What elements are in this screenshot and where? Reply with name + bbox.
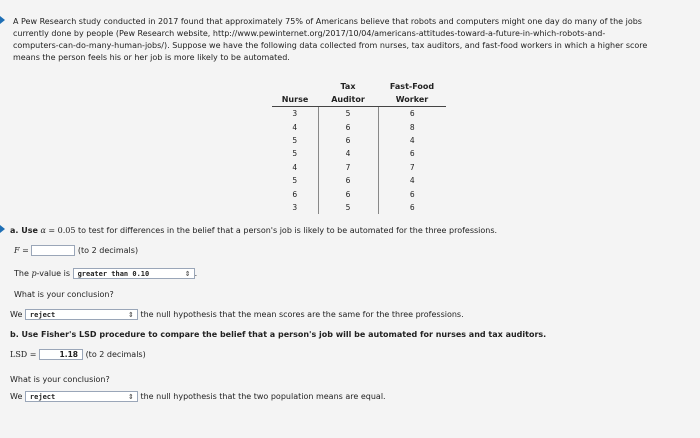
part-b-conclusion-row: We reject ⇕ the null hypothesis that the two population means are equal. [10, 392, 386, 401]
intro-line: currently done by people (Pew Research website, http://www.pewinternet.org/2017/10/04/americans-attitudes-toward-a-future-in-which-robots-and- [13, 29, 606, 38]
intro-line: computers-can-do-many-human-jobs/). Suppose we have the following data collected from nurses, tax auditors, and fast-food workers in which a higher score [13, 41, 648, 50]
nurse-cell: 4 [272, 161, 318, 174]
f-statistic-row: F = (to 2 decimals) [14, 246, 139, 255]
fast-food-cell: 6 [409, 109, 415, 119]
part-a-conclusion-row: We reject ⇕ the null hypothesis that the mean scores are the same for the three professions. [10, 310, 464, 319]
part-a-prompt: a. Use α = 0.05 to test for differences in the belief that a person's job is likely to be automated for the three professions. [10, 226, 498, 235]
tax-auditor-cell: 5 [318, 201, 378, 214]
fast-food-cell: 6 [409, 149, 415, 159]
tax-auditor-cell: 6 [318, 120, 378, 133]
bullet-icon [0, 225, 5, 233]
part-b-prompt: b. Use Fisher's LSD procedure to compare the belief that a person's job will be automated for nurses and tax auditors. [10, 330, 547, 339]
select-arrows-icon: ⇕ [128, 392, 134, 401]
table-row [272, 201, 446, 214]
table-row [272, 147, 446, 160]
tax-auditor-cell: 6 [318, 187, 378, 200]
f-label: F [14, 246, 20, 255]
nurse-cell: 4 [272, 120, 318, 133]
header-nurse: Nurse [272, 80, 318, 107]
nurse-cell: 3 [272, 107, 318, 121]
fast-food-cell: 4 [409, 135, 415, 145]
header-fast-food-worker: Fast-Food Worker [378, 80, 446, 107]
fast-food-cell: 4 [409, 176, 415, 186]
select-arrows-icon: ⇕ [128, 310, 134, 319]
tax-auditor-cell: 6 [318, 134, 378, 147]
data-table [272, 80, 446, 214]
table-row [272, 134, 446, 147]
problem-statement [13, 16, 693, 64]
part-a-question: What is your conclusion? [14, 290, 114, 299]
intro-line: A Pew Research study conducted in 2017 found that approximately 75% of Americans believe that robots and computers might one day do many of the jobs [13, 17, 642, 26]
table-body [272, 107, 446, 215]
nurse-cell: 6 [272, 187, 318, 200]
table-row [272, 107, 446, 121]
p-value-row: The p-value is greater than 0.10 ⇕ . [14, 269, 198, 278]
tax-auditor-cell: 7 [318, 161, 378, 174]
intro-line: means the person feels his or her job is more likely to be automated. [13, 53, 290, 62]
table-row [272, 174, 446, 187]
table-row [272, 161, 446, 174]
nurse-cell: 5 [272, 174, 318, 187]
fast-food-cell: 7 [409, 162, 415, 172]
tax-auditor-cell: 5 [318, 107, 378, 121]
nurse-cell: 5 [272, 134, 318, 147]
lsd-label: LSD [10, 350, 28, 359]
part-b-conclusion-select[interactable]: reject ⇕ [25, 391, 138, 402]
tax-auditor-cell: 4 [318, 147, 378, 160]
tax-auditor-cell: 6 [318, 174, 378, 187]
table-row [272, 120, 446, 133]
nurse-cell: 5 [272, 147, 318, 160]
lsd-row: LSD = 1.18 (to 2 decimals) [10, 350, 146, 359]
part-b-question: What is your conclusion? [10, 375, 110, 384]
header-tax-auditor: Tax Auditor [318, 80, 378, 107]
fast-food-cell: 8 [409, 122, 415, 132]
nurse-cell: 3 [272, 201, 318, 214]
fast-food-cell: 6 [409, 189, 415, 199]
lsd-value-input[interactable]: 1.18 [39, 349, 83, 360]
table-row [272, 187, 446, 200]
f-value-input[interactable] [31, 245, 75, 256]
bullet-icon [0, 16, 5, 24]
select-arrows-icon: ⇕ [184, 269, 191, 278]
p-value-select[interactable]: greater than 0.10 ⇕ [73, 268, 195, 279]
fast-food-cell: 6 [409, 202, 415, 212]
lsd-hint: (to 2 decimals) [85, 350, 146, 359]
f-hint: (to 2 decimals) [77, 246, 139, 255]
part-a-conclusion-select[interactable]: reject ⇕ [25, 309, 138, 320]
